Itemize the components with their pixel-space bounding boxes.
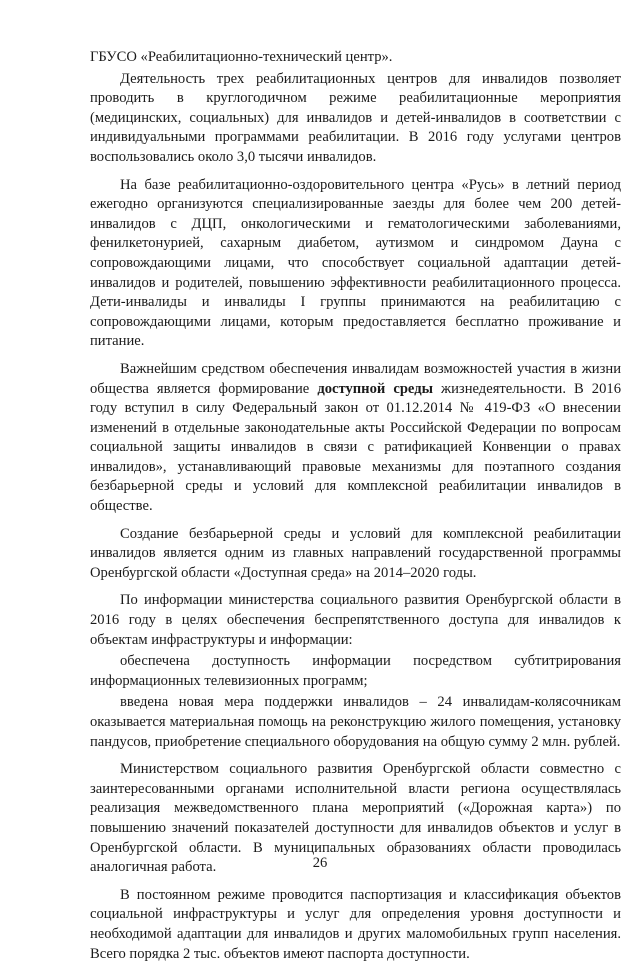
list-item: обеспечена доступность информации посредством субтитрирования информационных телевизионных программ; — [90, 653, 621, 689]
paragraph: Создание безбарьерной среды и условий для комплексной реабилитации инвалидов является одним из главных направлений государственной программы Оренбургской области «Доступная среда» на 2014–2020 годы. — [90, 525, 621, 581]
paragraph: На базе реабилитационно-оздоровительного центра «Русь» в летний период ежегодно организуются специализированные заезды для более чем 200 детей-инвалидов с ДЦП, онкологическими и гематологическими заболеваниями, фенилкетонурией, сахарным диабетом, аутизмом и синдромом Дауна с сопровождающими лицами, что способствует социальной адаптации детей-инвалидов и родителей, повышению эффективности реабилитационного процесса. Дети-инвалиды и инвалиды I группы принимаются на реабилитацию с сопровождающими лицами, которым предоставляется бесплатно проживание и питание. — [90, 176, 621, 350]
bold-term: доступной среды — [317, 380, 433, 397]
paragraph: Деятельность трех реабилитационных центров для инвалидов позволяет проводить в круглогодичном режиме реабилитационные мероприятия (медицинских, социальных) для инвалидов и детей-инвалидов в соответствии с индивидуальными программами реабилитации. В 2016 году услугами центров воспользовались около 3,0 тысячи инвалидов. — [90, 70, 621, 165]
page-number: 26 — [312, 855, 328, 871]
list-item: введена новая мера поддержки инвалидов – 24 инвалидам-колясочникам оказывается материальная помощь на реконструкцию жилого помещения, установку пандусов, приобретение специального оборудования на общую сумму 2 млн. рублей. — [90, 694, 621, 750]
paragraph: По информации министерства социального развития Оренбургской области в 2016 году в целях обеспечения беспрепятственного доступа для инвалидов к объектам инфраструктуры и информации: — [90, 592, 621, 648]
document-body — [90, 48, 621, 972]
paragraph: В постоянном режиме проводится паспортизация и классификация объектов социальной инфраструктуры и услуг для определения уровня доступности и необходимой адаптации для инвалидов и других маломобильных групп населения. Всего порядка 2 тыс. объектов имеют паспорта доступности. — [90, 886, 621, 962]
paragraph-text: жизнедеятельности. В 2016 году вступил в силу Федеральный закон от 01.12.2014 № 419-ФЗ «О внесении изменений в отдельные законодательные акты Российской Федерации по вопросам социальной защиты инвалидов в связи с ратификацией Конвенции о правах инвалидов», устанавливающий правовые механизмы для поэтапного создания безбарьерной среды и условий для комплексной реабилитации инвалидов в обществе. — [90, 380, 621, 515]
paragraph-text: Важнейшим средством обеспечения инвалидам возможностей участия в жизни общества является формирование — [90, 360, 621, 397]
paragraph: ГБУСО «Реабилитационно-технический центр». — [90, 49, 393, 65]
paragraph: Министерством социального развития Оренбургской области совместно с заинтересованными органами исполнительной власти региона осуществлялась реализация межведомственного плана мероприятий («Дорожная карта») по повышению значений показателей доступности для инвалидов объектов и услуг в Оренбургской области. В муниципальных образованиях области проводилась аналогичная работа. — [90, 761, 621, 876]
paragraph — [90, 360, 621, 517]
